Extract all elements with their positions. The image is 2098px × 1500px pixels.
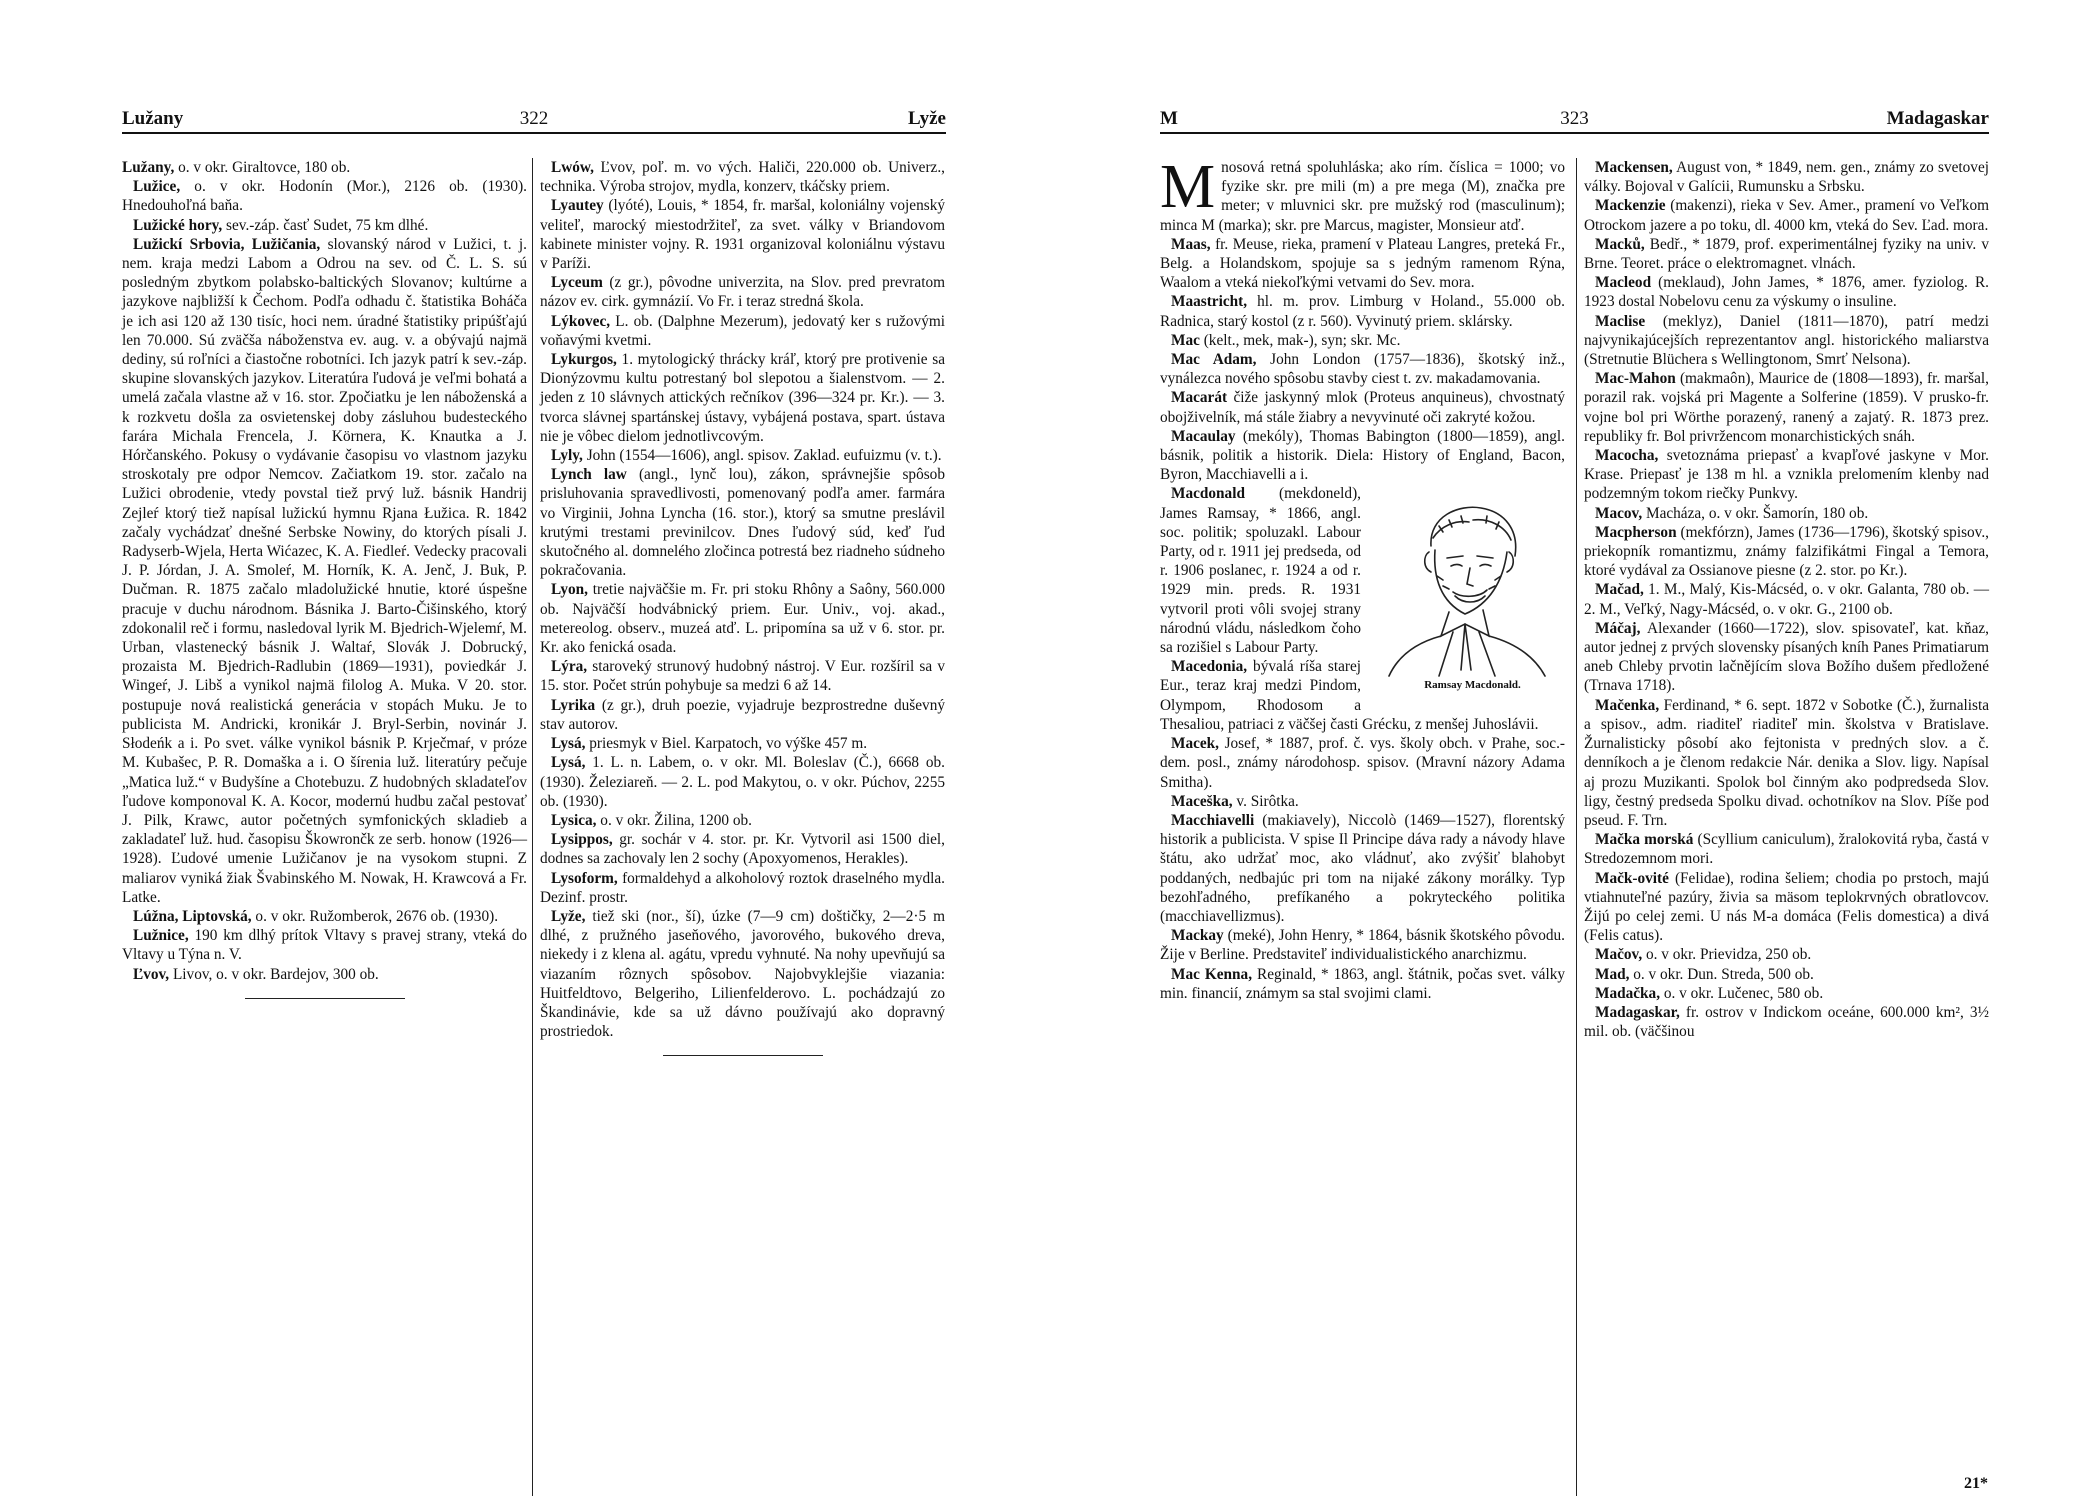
dictionary-entry <box>540 696 945 734</box>
right-page <box>1049 0 2098 1500</box>
entry-text: August von, * 1849, nem. gen., známy zo svetovej války. Bojoval v Galícii, Rumunsku a Srbsku. <box>1584 159 1989 196</box>
entry-headword: Lužice, <box>133 178 181 196</box>
entry-headword: Lyže, <box>551 907 586 925</box>
entry-headword: Macpherson <box>1595 523 1677 541</box>
entry-headword: Mačad, <box>1595 581 1644 599</box>
end-of-column-rule <box>663 1055 823 1056</box>
dictionary-entry <box>1160 792 1565 811</box>
entry-text: (makenzi), rieka v Sev. Amer., pramení vo Veľkom Otrockom jazere a po toku, dl. 4000 km, vteká do Sev. Ľad. mora. <box>1584 197 1989 234</box>
dictionary-entry <box>1160 388 1565 426</box>
entry-text: fr. Meuse, rieka, pramení v Plateau Langres, preteká Fr., Belg. a Holandskom, spojuje sa s jedným ramenom Rýna, Waalom a vteká niekoľkými vetvami do Sev. mora. <box>1160 235 1565 292</box>
dictionary-entry <box>540 657 945 695</box>
entry-text: (kelt., mek, mak-), syn; skr. Mc. <box>1199 331 1401 349</box>
intro-text: nosová retná spoluhláska; ako rím. číslica = 1000; vo fyzike skr. pre mili (m) a pre mega (M), značka pre meter; v mluvnici skr. pre mužský rod (masculinum); minca M (marka); skr. pre Marcus, magister, Monsieur atď. <box>1160 159 1565 234</box>
entry-text: svetoznáma priepasť a kvapľové jaskyne v Mor. Krase. Priepasť je 138 m hl. a vznikla prelomením klenby nad podzemným tokom riečky Punkvy. <box>1584 447 1989 503</box>
entry-headword: Lyly, <box>551 447 583 465</box>
dictionary-entry <box>540 753 945 811</box>
entry-headword: Maclise <box>1595 312 1646 330</box>
entry-text: Livov, o. v okr. Bardejov, 300 ob. <box>169 965 379 983</box>
entry-headword: Lyceum <box>551 274 603 292</box>
entry-text: Alexander (1660—1722), slov. spisovateľ, kat. kňaz, autor jednej z prvých slovensky písaných kníh Panes Primatiarum aneb Chleby prvotin lačnějícím slova Božího dušem předložené (Trnava 1718). <box>1584 619 1989 695</box>
entry-text: Bedř., * 1879, prof. experimentálnej fyziky na univ. v Brne. Teoret. práce o elektromagnet. vlnách. <box>1584 235 1989 273</box>
entry-text: (mekóly), Thomas Babington (1800—1859), angl. básnik, politik a historik. Diela: History of England, Bacon, Byron, Macchiavelli a i. <box>1160 427 1565 484</box>
signature-mark: 21* <box>1964 1475 1988 1492</box>
entry-text: o. v okr. Ružomberok, 2676 ob. (1930). <box>251 907 499 925</box>
running-header <box>122 104 946 134</box>
entry-headword: Mackensen, <box>1595 159 1673 176</box>
entry-text: Macháza, o. v okr. Šamorín, 180 ob. <box>1642 504 1869 522</box>
dictionary-entry <box>122 907 527 926</box>
dictionary-entry <box>1584 869 1989 946</box>
entry-text: o. v okr. Giraltovce, 180 ob. <box>174 159 351 176</box>
entry-text: o. v okr. Dun. Streda, 500 ob. <box>1629 965 1814 983</box>
page-number: 323 <box>1560 108 1589 129</box>
entry-text: (mekdoneld), James Ramsay, * 1866, angl. soc. politik; spoluzakl. Labour Party, od r. 1911 jej predseda, od r. 1906 poslanec, r. 1924 a od r. 1929 min. preds. R. 1931 vytvoril proti vôli svojej strany národnú vládu, následkom čoho sa rozišiel s Labour Party. <box>1160 485 1361 657</box>
column-2 <box>540 158 945 1056</box>
dictionary-entry <box>1584 273 1989 311</box>
dictionary-entry <box>540 580 945 657</box>
portrait-figure <box>1369 486 1565 692</box>
entry-headword: Mac-Mahon <box>1595 370 1676 388</box>
dictionary-entry <box>1160 350 1565 388</box>
entry-text: (Scyllium caniculum), žralokovitá ryba, častá v Stredozemnom mori. <box>1584 831 1989 868</box>
dictionary-entry <box>1584 235 1989 273</box>
column-divider <box>532 158 533 1496</box>
dictionary-entry <box>122 235 527 907</box>
dictionary-entry <box>1584 830 1989 868</box>
entry-headword: Lysippos, <box>551 831 613 849</box>
entry-text: čiže jaskynný mlok (Proteus anquineus), chvostnatý obojživelník, má stále žiabry a nevyvinuté oči zakryté kožou. <box>1160 389 1565 426</box>
dictionary-entry <box>540 273 945 311</box>
entry-headword: Lysá, <box>551 754 586 772</box>
dictionary-entry <box>540 734 945 753</box>
dictionary-entry <box>1584 580 1989 618</box>
dictionary-entry <box>540 446 945 465</box>
dictionary-entry <box>1584 945 1989 964</box>
entry-text: (meklyz), Daniel (1811—1870), patrí medzi najvynikajúcejších reprezentantov angl. historického maliarstva (Stretnutie Blüchera s Wellingtonom, Smrť Nelsona). <box>1584 312 1989 369</box>
entry-text: Ľvov, poľ. m. vo vých. Haliči, 220.000 ob. Univerz., technika. Výroba strojov, mydla, konzerv, tkáčsky priem. <box>540 159 945 196</box>
entry-text: John London (1757—1836), škotský inž., vynálezca nového spôsobu stavby ciest t. zv. makadamovania. <box>1160 351 1565 388</box>
entry-text: o. v okr. Hodonín (Mor.), 2126 ob. (1930). Hnedouhoľná baňa. <box>122 178 527 215</box>
dictionary-entry <box>1160 427 1565 485</box>
entry-headword: Macov, <box>1595 504 1643 522</box>
entry-headword: Mac Adam, <box>1171 351 1257 369</box>
entry-headword: Macchiavelli <box>1171 811 1255 829</box>
guide-word-right: Madagaskar <box>1886 108 1989 129</box>
entry-text: slovanský národ v Lužici, t. j. nem. kraja medzi Labom a Odrou na sev. od Č. L. S. sú posledným zbytkom polabsko-baltických Slovanov; kultúrne a jazykove najbližší k Čechom. Podľa odhadu č. štatistika Boháča je ich asi 120 až 130 tisíc, hoci nem. úradné štatistiky pripúšťajú len 70.000. Sú zväčša náboženstva ev. aug. v. a obývajú najmä dediny, sú roľníci a čiastočne robotníci. Ich jazyk patrí k sev.-záp. skupine slovanských jazykov. Literatúra ľudová je veľmi bohatá a umelá začala vlastne až v 16. stor. Zpočiatku je len náboženská a k rozkvetu došla za osvietenskej doby zásluhou budesteckého farára Michala Frencela, J. Körnera, K. Knautka a J. Hórčanského. Pokusy o vydávanie časopisu vo vlastnom jazyku stroskotaly pre odpor Nemcov. Začiatkom 19. stor. začalo na Lužici obrodenie, vtedy povstal tiež prvý luž. básnik Handrij Zejleŕ ktorý tiež napísal lužickú hymnu Rjana Łužica. R. 1842 začaly vychádzať dnešné Serbske Nowiny, do ktorých písali J. Radyserb-Wjela, Herta Wićazec, K. A. Fiedleŕ. Vedecky pracovali J. P. Jórdan, J. A. Smoleŕ, M. Horník, K. A. Jenč, J. Buk, P. Dučman. R. 1875 začalo mladolužické hnutie, ktoré úspešne pracuje v duchu národnom. Básnika J. Barto-Čišinského, ktorý zdokonalil reč i formu, nasledoval lyrik M. Bjedrich-Wjelemŕ, M. Urban, vlastenecký básnik J. Waltaŕ, Slovák J. Dobrucký, prozaista M. Bjedrich-Radlubin (1869—1931), poviedkár J. Wingeŕ, J. Libš a vynikol najmä filolog A. Muka. V 20. stor. postupuje nová realistická generácia v stopách Muku. Je to publicista M. Andricki, kronikár J. Bryl-Serbin, novinár J. Słodeńk a i. Po svet. válke vynikol básnik P. Krječmaŕ, v próze M. Kubašec, P. R. Domaška a i. O šírenia luž. literatúry pečuje „Matica luž.“ v Budyšíne a Chotebuzu. Z hudobných skladateľov ľudove komponoval K. A. Kocor, modernú hudbu začal pestovať J. Pilk, Krawc, autor početných symfonických skladieb a zakladateľ luž. hud. časopisu Škowrončk ze serb. honow (1926—1928). Ľudové umenie Lužičanov je na vysokom stupni. Z maliarov vyniká žiak Švabinského M. Nowak, H. Krawcová a Fr. Latke. <box>122 235 528 906</box>
entry-text: (mekfórzn), James (1736—1796), škotský spisov., priekopník romantizmu, známy falzifikátmi Fingal a Temora, ktoré vydával za Ossianove piesne (z 2. stor. po Kr.). <box>1584 523 1989 580</box>
dictionary-entry <box>540 158 945 196</box>
entry-headword: Macaulay <box>1171 427 1236 445</box>
dictionary-entry <box>122 926 527 964</box>
entry-headword: Madagaskar, <box>1595 1003 1680 1021</box>
dictionary-entry <box>540 811 945 830</box>
entry-headword: Lysá, <box>551 735 586 753</box>
entry-headword: Macdonald <box>1171 485 1245 503</box>
dictionary-entry <box>1584 619 1989 696</box>
entry-headword: Macocha, <box>1595 447 1659 465</box>
entry-headword: Lužické hory, <box>133 216 223 234</box>
entry-text: gr. sochár v 4. stor. pr. Kr. Vytvoril asi 1500 diel, dodnes sa zachovaly len 2 sochy (Apoxyomenos, Herakles). <box>540 831 945 868</box>
entry-text: sev.-záp. časť Sudet, 75 km dlhé. <box>222 216 429 234</box>
entry-headword: Ľvov, <box>133 965 170 983</box>
entry-text: L. ob. (Dalphne Mezerum), jedovatý ker s ružovými voňavými kvetmi. <box>540 312 945 349</box>
entry-text: o. v okr. Žilina, 1200 ob. <box>596 811 752 829</box>
entry-text: (meklaud), John James, * 1876, amer. fyziolog. R. 1923 dostal Nobelovu cenu za výskumy o insuline. <box>1584 274 1989 311</box>
entry-text: 1. mytologický thrácky kráľ, ktorý pre protivenie sa Dionýzovmu kultu potrestaný bol slepotou a šialenstvom. — 2. jeden z 10 slávnych attických rečníkov (396—324 pr. Kr.). — 3. tvorca slávnej spartánskej ústavy, vybájená postava, spart. ústava nie je vôbec dielom jednotlivcovým. <box>540 351 945 445</box>
entry-headword: Macek, <box>1171 735 1219 753</box>
entry-headword: Macleod <box>1595 274 1652 292</box>
entry-headword: Maastricht, <box>1171 293 1248 311</box>
entry-text: 1. M., Malý, Kis-Mácséd, o. v okr. Galanta, 780 ob. — 2. M., Veľký, Nagy-Mácséd, o. v okr. G., 2100 ob. <box>1584 581 1989 618</box>
entry-headword: Mačenka, <box>1595 696 1660 714</box>
entry-text: o. v okr. Prievidza, 250 ob. <box>1642 946 1812 964</box>
dictionary-entry <box>1584 369 1989 446</box>
entry-text: Ferdinand, * 6. sept. 1872 v Sobotke (Č.), žurnalista a spisov., adm. riaditeľ riaditeľ min. školstva v Bratislave. Žurnalisticky pôsobí ako fejtonista v predných slov. a č. denníkoch a je členom redakcie Nár. denika a Slov. ligy. Napísal aj prozu Muzikanti. Spolok bol činným ako podpredseda Slov. ligy, čestný predseda Spolku divad. ochotníkov na Slov. Píše pod pseud. F. Trn. <box>1584 696 1989 829</box>
dictionary-entry <box>1584 984 1989 1003</box>
entry-text: o. v okr. Lučenec, 580 ob. <box>1660 984 1824 1002</box>
entry-headword: Lužany, <box>122 159 175 176</box>
entry-headword: Lýkovec, <box>551 312 611 330</box>
dictionary-entry <box>122 158 527 177</box>
dictionary-entry <box>1584 1003 1989 1041</box>
page-number: 322 <box>519 108 549 129</box>
entry-headword: Mačka morská <box>1595 831 1694 849</box>
entry-text: (z gr.), druh poezie, vyjadruje bezprostredne duševný stav autorov. <box>540 696 945 733</box>
entry-headword: Lyrika <box>551 696 596 714</box>
entry-headword: Macedonia, <box>1171 658 1248 676</box>
entry-headword: Lužnice, <box>133 927 189 945</box>
entry-text: fr. ostrov v Indickom oceáne, 600.000 km², 3½ mil. ob. (väčšinou <box>1584 1003 1989 1041</box>
dictionary-entry <box>540 350 945 446</box>
entry-headword: Máčaj, <box>1595 619 1641 637</box>
entry-headword: Lýra, <box>551 658 588 676</box>
entry-text: staroveký strunový hudobný nástroj. V Eur. rozšíril sa v 15. stor. Počet strún pohybuje sa medzi 6 až 14. <box>540 658 945 695</box>
entry-text: 190 km dlhý prítok Vltavy s pravej strany, vteká do Vltavy u Týna n. V. <box>122 927 527 964</box>
entry-text: (makiavely), Niccolò (1469—1527), florentský historik a publicista. V spise Il Principe dáva rady a návody hlave štátu, ako udržať moc, ako vládnuť, ako zvýšiť blahobyt poddaných, nedbajúc pri tom na nijaké zákony morálky. Typ bezohľadného, prefíkaného a pokryteckého politika (macchiavellizmus). <box>1160 811 1565 925</box>
dictionary-entry <box>1584 158 1989 196</box>
letter-intro <box>1160 153 1565 235</box>
entry-headword: Mackenzie <box>1595 197 1666 215</box>
entry-headword: Mackay <box>1171 927 1224 945</box>
entry-text: hl. m. prov. Limburg v Holand., 55.000 ob. Radnica, starý kostol (z r. 560). Vyvinutý priem. sklársky. <box>1160 293 1565 330</box>
guide-word-left: Lužany <box>122 108 184 129</box>
entry-text: (z gr.), pôvodne univerzita, na Slov. pred prevratom názov ev. cirk. gymnázií. Vo Fr. i teraz stredná škola. <box>540 274 945 311</box>
entry-headword: Macků, <box>1595 235 1645 253</box>
dictionary-entry <box>1584 504 1989 523</box>
dictionary-entry <box>1584 523 1989 581</box>
dictionary-entry <box>122 177 527 215</box>
entry-headword: Lysica, <box>551 811 597 829</box>
entry-text: (lyóté), Louis, * 1854, fr. maršal, koloniálny vojenský veliteľ, marocký miestodržiteľ, za svet. války v Briandovom kabinete minister vojny. R. 1931 organizoval koloniálnu výstavu v Paríži. <box>540 197 945 273</box>
dictionary-entry <box>540 830 945 868</box>
entry-headword: Lyon, <box>551 581 588 599</box>
entry-headword: Lykurgos, <box>551 351 617 369</box>
entry-headword: Lužickí Srbovia, Lužičania, <box>133 235 321 253</box>
dictionary-entry <box>1160 331 1565 350</box>
entry-text: John (1554—1606), angl. spisov. Zaklad. eufuizmu (v. t.). <box>582 447 942 465</box>
entry-text: Reginald, * 1863, angl. štátnik, počas svet. války min. financií, známym sa stal svojimi clami. <box>1160 965 1565 1002</box>
entry-text: tretie najväčšie m. Fr. pri stoku Rhôny a Saôny, 560.000 ob. Najväčší hodvábnický priem. Eur. Univ., voj. akad., metereolog. observ., muzeá atď. L. pripomína sa už v 6. stor. pr. Kr. ako fenická osada. <box>540 581 945 657</box>
entry-text: 1. L. n. Labem, o. v okr. Ml. Boleslav (Č.), 6668 ob. (1930). Železiareň. — 2. L. pod Makytou, o. v okr. Púchov, 2255 ob. (1930). <box>540 754 945 810</box>
dictionary-entry <box>1160 811 1565 926</box>
dictionary-entry <box>1160 734 1565 792</box>
portrait-caption: Ramsay Macdonald. <box>1424 679 1521 692</box>
guide-word-left: M <box>1160 108 1178 129</box>
entry-headword: Lwów, <box>551 159 594 176</box>
entry-text: (meké), John Henry, * 1864, básnik škotského pôvodu. Žije v Berline. Predstaviteľ individualistického anarchizmu. <box>1160 927 1565 964</box>
entry-text: priesmyk v Biel. Karpatoch, vo výške 457 m. <box>585 735 868 753</box>
dictionary-entry <box>540 196 945 273</box>
entry-text: (Felidae), rodina šeliem; chodia po prstoch, majú vtiahnuteľné pazúry, živia sa mäsom teplokrvných obratlovcov. Žijú po celej zemi. U nás M-a domáca (Felis domestica) a divá (Felis catus). <box>1584 869 1989 945</box>
entry-headword: Mac <box>1171 331 1200 349</box>
dictionary-entry <box>1584 965 1989 984</box>
end-of-column-rule <box>245 998 405 999</box>
column-divider <box>1576 158 1577 1496</box>
dictionary-entry <box>1160 965 1565 1003</box>
guide-word-right: Lyže <box>908 108 946 129</box>
column-1 <box>1160 153 1565 1003</box>
dictionary-entry <box>1160 292 1565 330</box>
dictionary-entry <box>540 869 945 907</box>
entry-headword: Mačov, <box>1595 946 1643 964</box>
portrait-illustration <box>1369 486 1565 678</box>
entry-headword: Maceška, <box>1171 792 1233 810</box>
entry-text: bývalá ríša starej Eur., teraz kraj medzi Pindom, Olympom, Rhodosom a Thesaliou, patriaci z väčšej časti Grécku, z menšej Juhoslávii. <box>1160 658 1539 733</box>
entry-text: (makmaôn), Maurice de (1808—1893), fr. maršal, porazil rak. vojská pri Magente a Solferine (1859). V prusko-fr. vojne bol pri Wörthe porazený, ranený a zajatý. R. 1873 prez. republiky fr. Bol privržencom monarchistických snáh. <box>1584 370 1989 445</box>
entry-text: tiež ski (nor., ší), úzke (7—9 cm) doštičky, 2—2·5 m dlhé, z pružného jaseňového, javorového, bukového dreva, niekedy i z klena al. agátu, vpredu vyhnuté. Na nohy upevňujú sa viazaním rôznych spôsobov. Najobvyklejšie viazania: Huitfeldtovo, Belgeriho, Lilienfelderovo. L. pochádzajú zo Škandinávie, kde sa už dávno používajú ako dopravný prostriedok. <box>540 907 945 1041</box>
dictionary-entry <box>1584 696 1989 830</box>
column-1 <box>122 158 527 999</box>
entry-text: v. Sirôtka. <box>1232 792 1299 810</box>
column-2 <box>1584 158 1989 1041</box>
dictionary-entry <box>122 965 527 984</box>
dictionary-entry <box>122 216 527 235</box>
entry-text: formaldehyd a alkoholový roztok draselného mydla. Dezinf. prostr. <box>540 869 945 906</box>
entry-headword: Lyautey <box>551 197 604 215</box>
entry-headword: Mačk-ovité <box>1595 869 1669 887</box>
entry-headword: Madačka, <box>1595 984 1661 1002</box>
dictionary-entry <box>540 312 945 350</box>
dictionary-entry <box>540 907 945 1041</box>
dictionary-entry <box>1584 312 1989 370</box>
entry-headword: Lúžna, Liptovská, <box>133 907 252 925</box>
entry-text: (angl., lynč lou), zákon, správnejšie spôsob prisluhovania spravedlivosti, pomenovaný podľa amer. farmára vo Virginii, Johna Lyncha (16. stor.), ktorý sa smutne preslávil krutými trestami previnilcov. Dnes ľudový súd, keď ľud skutočného al. domnelého zločinca potrestá bez riadneho súdneho pokračovania. <box>540 466 945 580</box>
drop-cap: M <box>1160 153 1216 221</box>
dictionary-entry <box>1584 446 1989 504</box>
entry-headword: Macarát <box>1171 389 1228 407</box>
dictionary-entry <box>1160 926 1565 964</box>
entry-headword: Maas, <box>1171 235 1211 253</box>
running-header <box>1160 104 1989 134</box>
entry-headword: Mac Kenna, <box>1171 965 1253 983</box>
dictionary-entry <box>1160 235 1565 293</box>
entry-headword: Lynch law <box>551 466 627 484</box>
entry-headword: Mad, <box>1595 965 1630 983</box>
entry-headword: Lysoform, <box>551 869 618 887</box>
entry-text: Josef, * 1887, prof. č. vys. školy obch. v Prahe, soc.-dem. posl., známy národohosp. spisov. (Mravní názory Adama Smitha). <box>1160 735 1565 791</box>
dictionary-entry <box>540 465 945 580</box>
dictionary-entry <box>1584 196 1989 234</box>
